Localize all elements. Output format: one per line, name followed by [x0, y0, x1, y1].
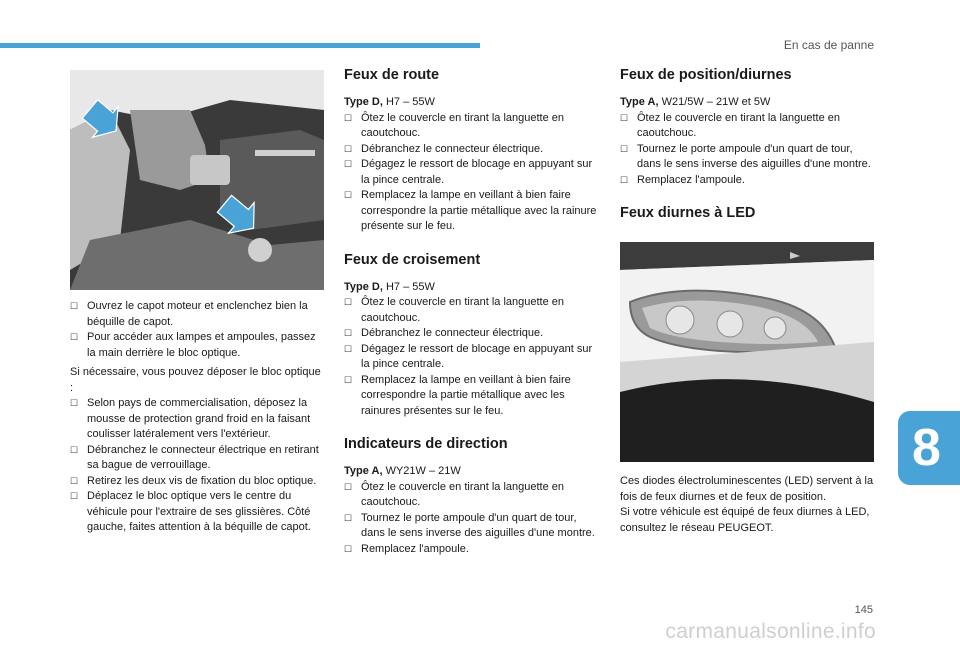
section-position-lights: [620, 66, 874, 188]
section-title-main-beam: Feux de route: [344, 67, 440, 83]
section-main-beam: [344, 66, 600, 235]
bulb-type: [344, 95, 600, 111]
step: ☐ Remplacez la lampe en veillant à bien faire correspondre la partie métallique avec la rainure présente sur le feu.: [344, 188, 600, 235]
section-led: [620, 204, 874, 536]
step: ☐ Ôtez le couvercle en tirant la languette en caoutchouc.: [344, 480, 600, 511]
bulb-type-label: Type D,: [344, 280, 383, 293]
step: ☐ Dégagez le ressort de blocage en appuyant sur la pince centrale.: [344, 157, 600, 188]
bulb-type-label: Type A,: [344, 465, 383, 477]
step-list-remove-unit: [70, 396, 324, 536]
step: ☐ Dégagez le ressort de blocage en appuyant sur la pince centrale.: [344, 342, 600, 373]
section-title-led: Feux diurnes à LED: [620, 205, 756, 221]
step-list: [344, 111, 600, 235]
column-left: [70, 70, 324, 536]
column-middle: [344, 66, 600, 573]
step: ☐ Ôtez le couvercle en tirant la languette en caoutchouc.: [344, 295, 600, 326]
section-title-indicators: Indicateurs de direction: [344, 436, 508, 452]
chapter-tab: [898, 411, 960, 485]
header-accent-bar: [0, 43, 480, 48]
chapter-number: 8: [912, 419, 941, 477]
section-title-dipped-beam: Feux de croisement: [344, 251, 481, 268]
step-remove-screws: ☐ Retirez les deux vis de fixation du bloc optique.: [70, 474, 324, 490]
step-move-unit: ☐ Déplacez le bloc optique vers le centre du véhicule pour l'extraire de ses glissières. Côté gauche, faites attention à la béquille de capot.: [70, 489, 324, 536]
watermark: carmanualsonline.info: [665, 620, 876, 643]
section-indicators: [344, 435, 600, 557]
step: ☐ Débranchez le connecteur électrique.: [344, 326, 600, 342]
step-list-open-hood: [70, 299, 324, 361]
bulb-type-label: Type A,: [620, 96, 659, 108]
step: ☐ Débranchez le connecteur électrique.: [344, 142, 600, 158]
bulb-type-value: W21/5W – 21W et 5W: [658, 96, 771, 108]
step-access-lamps: ☐ Pour accéder aux lampes et ampoules, passez la main derrière le bloc optique.: [70, 330, 324, 361]
section-dipped-beam: [344, 251, 600, 420]
step-list: [344, 480, 600, 558]
led-description: Ces diodes électroluminescentes (LED) servent à la fois de feux diurnes et de feux de position.: [620, 475, 874, 503]
bulb-type-label: Type D,: [344, 96, 383, 108]
step-list: [344, 295, 600, 419]
step: ☐ Remplacez la lampe en veillant à bien faire correspondre la partie métallique avec les rainures présentes sur le feu.: [344, 373, 600, 420]
section-title: En cas de panne: [783, 38, 874, 52]
bulb-type-value: WY21W – 21W: [382, 465, 461, 477]
bulb-type: [344, 280, 600, 296]
bulb-type: [620, 95, 874, 111]
step: ☐ Tournez le porte ampoule d'un quart de tour, dans le sens inverse des aiguilles d'une montre.: [344, 511, 600, 542]
led-note: Si votre véhicule est équipé de feux diurnes à LED, consultez le réseau PEUGEOT.: [620, 506, 870, 534]
step-open-hood: ☐ Ouvrez le capot moteur et enclenchez bien la béquille de capot.: [70, 299, 324, 330]
led-headlamp-image: [620, 242, 874, 462]
step-disconnect: ☐ Débranchez le connecteur électrique en retirant sa bague de verrouillage.: [70, 443, 324, 474]
bulb-type: [344, 464, 600, 480]
step: ☐ Ôtez le couvercle en tirant la languette en caoutchouc.: [620, 111, 874, 142]
step: ☐ Ôtez le couvercle en tirant la languette en caoutchouc.: [344, 111, 600, 142]
step: ☐ Remplacez l'ampoule.: [344, 542, 600, 558]
engine-bay-image: [70, 70, 324, 290]
step: ☐ Remplacez l'ampoule.: [620, 173, 874, 189]
step: ☐ Tournez le porte ampoule d'un quart de tour, dans le sens inverse des aiguilles d'une montre.: [620, 142, 874, 173]
step-remove-foam: ☐ Selon pays de commercialisation, déposez la mousse de protection grand froid en la faisant coulisser latéralement vers l'extérieur.: [70, 396, 324, 443]
page-number: 145: [854, 604, 873, 616]
step-list: [620, 111, 874, 189]
bulb-type-value: H7 – 55W: [382, 280, 435, 293]
section-title-position-lights: Feux de position/diurnes: [620, 67, 792, 83]
bulb-type-value: H7 – 55W: [382, 96, 435, 108]
column-right: [620, 66, 874, 536]
remove-unit-intro: Si nécessaire, vous pouvez déposer le bloc optique :: [70, 366, 321, 394]
